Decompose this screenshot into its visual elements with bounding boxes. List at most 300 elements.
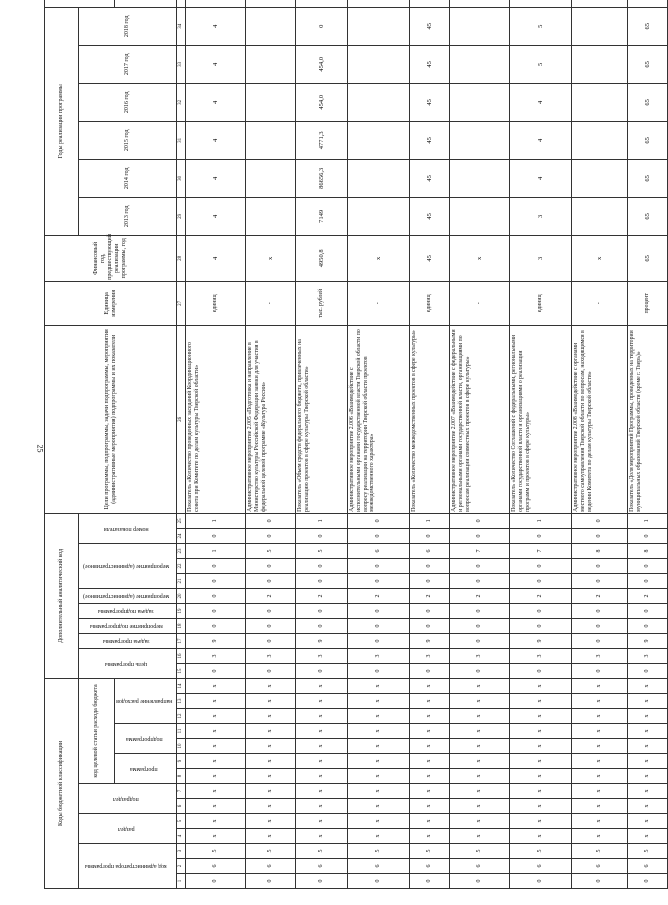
base-year-value: x [572,235,628,281]
code-cell: x [246,769,296,784]
year-value: 4 [186,83,246,121]
base-year-value: 45 [410,235,450,281]
code-cell: x [628,709,668,724]
code-cell: 0 [186,874,246,889]
code-cell: 0 [572,663,628,678]
code-cell: x [572,678,628,693]
code-cell: x [186,709,246,724]
year-value: 65 [628,121,668,159]
header-task-direction: направление расходов [115,678,177,723]
code-cell: 0 [450,528,510,543]
code-cell: 0 [510,618,572,633]
code-cell: 2 [410,588,450,603]
code-cell: 0 [572,573,628,588]
year-value [450,7,510,45]
year-value: 3 [510,197,572,235]
table-row [410,0,450,889]
code-cell: x [246,829,296,844]
code-cell: x [410,799,450,814]
goal-description: Показатель «Доля мероприятий Программы, проведенных на территории муниципальных образований Тверской области (кроме г. Тверь)» [628,325,668,513]
table-row [348,0,410,889]
unit-cell: процент [628,281,668,325]
code-cell: 0 [572,528,628,543]
code-cell: 2 [510,588,572,603]
code-cell: 6 [410,543,450,558]
code-cell: x [510,799,572,814]
code-cell: 0 [296,558,348,573]
column-number: 22 [177,558,186,573]
header-y2016: 2016 год [79,83,177,121]
column-number: 33 [177,45,186,83]
code-cell: 5 [186,844,246,859]
code-cell: x [510,694,572,709]
code-cell: 2 [572,588,628,603]
code-cell: 0 [572,633,628,648]
target-value [410,0,450,7]
code-cell: x [628,784,668,799]
base-year-value: 4 [186,235,246,281]
code-cell: 0 [450,573,510,588]
code-cell: x [628,769,668,784]
year-value [572,159,628,197]
year-value [572,7,628,45]
code-cell: x [186,799,246,814]
code-cell: x [296,829,348,844]
code-cell: 0 [628,528,668,543]
code-cell: 0 [246,633,296,648]
base-year-value: x [348,235,410,281]
code-cell: 5 [296,543,348,558]
code-cell: 5 [572,844,628,859]
code-cell: x [510,739,572,754]
code-cell: 3 [296,648,348,663]
code-cell: 0 [628,874,668,889]
code-cell: 0 [628,603,668,618]
base-year-value: x [450,235,510,281]
column-number: 30 [177,159,186,197]
code-cell: x [186,829,246,844]
code-cell: 1 [410,513,450,528]
column-number: 3 [177,844,186,859]
code-cell: x [510,678,572,693]
code-cell: 1 [186,513,246,528]
code-cell: 0 [186,663,246,678]
code-cell: x [510,814,572,829]
code-cell: 3 [572,648,628,663]
code-cell: 3 [348,648,410,663]
header-y2015: 2015 год [79,121,177,159]
column-number: 10 [177,739,186,754]
year-value: 65 [628,159,668,197]
base-year-value: 4950,8 [296,235,348,281]
year-value: 86656,3 [296,159,348,197]
header-target-code: код целевой статьи расхода бюджета [79,678,115,783]
code-cell: 0 [296,874,348,889]
code-cell: 3 [186,648,246,663]
column-number: 1 [177,874,186,889]
code-cell: x [296,678,348,693]
code-cell: x [186,678,246,693]
code-cell: x [450,754,510,769]
code-cell: 0 [348,874,410,889]
column-number: 4 [177,829,186,844]
year-value: 454,0 [296,45,348,83]
code-cell: 5 [628,844,668,859]
year-value: 5 [510,45,572,83]
code-cell: 9 [410,633,450,648]
header-y2017: 2017 год [79,45,177,83]
code-cell: x [246,724,296,739]
code-cell: 3 [510,648,572,663]
code-cell: x [348,769,410,784]
year-value [246,45,296,83]
year-value: 4 [510,121,572,159]
code-cell: 6 [510,859,572,874]
code-cell: 1 [628,513,668,528]
code-cell: 0 [450,663,510,678]
unit-cell: единиц [410,281,450,325]
column-number: 28 [177,235,186,281]
code-cell: 6 [348,859,410,874]
code-cell: 0 [246,663,296,678]
year-value: 0 [296,7,348,45]
code-cell: x [450,784,510,799]
header-y2018: 2018 год [79,7,177,45]
code-cell: 0 [186,558,246,573]
code-cell: 0 [246,558,296,573]
column-number-row [177,0,186,889]
header-meropriyatie: мероприятие (административное) [79,588,177,603]
code-cell: x [186,694,246,709]
code-cell: x [246,678,296,693]
code-cell: 0 [572,874,628,889]
code-cell: 0 [410,663,450,678]
year-value: 65 [628,7,668,45]
program-indicators-table [44,0,668,889]
year-value: 4 [510,83,572,121]
code-cell: x [296,754,348,769]
code-cell: 5 [450,844,510,859]
code-cell: x [410,784,450,799]
target-value [510,0,572,7]
year-value: 5 [510,7,572,45]
year-value [348,197,410,235]
code-cell: x [246,694,296,709]
code-cell: 6 [450,859,510,874]
goal-description: Показатель «Объем средств федерального бюджета, привлеченных на реализацию проектов в сфере культуры Тверской области» [296,325,348,513]
code-cell: x [450,678,510,693]
unit-cell: - [246,281,296,325]
header-codes-budget: Коды бюджетной классификации [45,678,79,888]
page-number: 25 [35,444,45,453]
code-cell: 3 [450,648,510,663]
table-row [296,0,348,889]
target-value [450,0,510,7]
column-number: 5 [177,814,186,829]
code-cell: 7 [510,543,572,558]
column-number: 15 [177,663,186,678]
code-cell: x [628,799,668,814]
code-cell: x [628,754,668,769]
code-cell: 0 [348,513,410,528]
goal-description: Показатель «Количество межведомственных проектов в сфере культуры» [410,325,450,513]
header-fin-year: Финансовый год, предшествующий реализации программы, год [45,235,177,281]
code-cell: x [572,694,628,709]
code-cell: 0 [410,874,450,889]
year-value [246,83,296,121]
year-value [348,159,410,197]
table-row [450,0,510,889]
code-cell: 0 [510,663,572,678]
code-cell: 1 [510,513,572,528]
code-cell: 0 [628,663,668,678]
code-cell: 6 [410,859,450,874]
year-value: 45 [410,83,450,121]
code-cell: x [410,814,450,829]
code-cell: 6 [186,859,246,874]
code-cell: x [348,694,410,709]
code-cell: x [348,739,410,754]
year-value [450,159,510,197]
column-number: 18 [177,618,186,633]
target-value [348,0,410,7]
code-cell: x [628,678,668,693]
target-value [296,0,348,7]
code-cell: x [572,829,628,844]
column-number: 2 [177,859,186,874]
header-meropriyatie-podprogrammy: мероприятие подпрограммы [79,618,177,633]
code-cell: 0 [510,558,572,573]
code-cell: 2 [450,588,510,603]
code-cell: x [450,799,510,814]
unit-cell: единиц [186,281,246,325]
code-cell: x [348,829,410,844]
unit-cell: тыс. рублей [296,281,348,325]
goal-description: Административное мероприятие 2.007 «Взаимодействие с федеральными и региональными органами государственной власти, организациями по вопросам реализации совместных проектов в сфере культуры» [450,325,510,513]
code-cell: x [246,784,296,799]
code-cell: 0 [246,618,296,633]
year-value: 45 [410,197,450,235]
code-cell: 9 [186,633,246,648]
code-cell: 0 [410,618,450,633]
year-value [450,121,510,159]
code-cell: x [410,829,450,844]
code-cell: x [186,739,246,754]
code-cell: 0 [572,513,628,528]
code-cell: x [410,739,450,754]
column-number: 14 [177,678,186,693]
year-value [450,45,510,83]
code-cell: x [186,784,246,799]
target-value [186,0,246,7]
code-cell: x [510,769,572,784]
code-cell: x [410,678,450,693]
code-cell: 5 [246,543,296,558]
code-cell: x [572,799,628,814]
code-cell: x [628,829,668,844]
code-cell: 6 [572,859,628,874]
code-cell: 7 [450,543,510,558]
year-value: 4 [186,121,246,159]
code-cell: 5 [348,844,410,859]
column-number: 29 [177,197,186,235]
code-cell: x [410,694,450,709]
code-cell: x [246,814,296,829]
header-cel-programmy: цель программы [79,648,177,678]
goal-description: Показатель «Количество Соглашений с федеральными, региональными органами государственной власти и организациями о реализации программ и проектов в сфере культуры» [510,325,572,513]
code-cell: x [296,769,348,784]
code-cell: 0 [296,528,348,543]
code-cell: 6 [296,859,348,874]
code-cell: x [572,709,628,724]
code-cell: 0 [510,573,572,588]
code-cell: 8 [628,543,668,558]
column-number: 25 [177,513,186,528]
year-value: 45 [410,45,450,83]
code-cell: 0 [296,663,348,678]
code-cell: x [510,829,572,844]
column-number: 21 [177,573,186,588]
column-number: 23 [177,543,186,558]
code-cell: 0 [186,588,246,603]
year-value: 4771,3 [296,121,348,159]
column-number: 6 [177,799,186,814]
column-number: 19 [177,603,186,618]
code-cell: 0 [186,603,246,618]
code-cell: 0 [450,633,510,648]
code-cell: 5 [410,844,450,859]
column-number: 7 [177,784,186,799]
header-podrazdel: подраздел [79,784,177,814]
code-cell: 2 [628,588,668,603]
code-cell: x [348,754,410,769]
code-cell: 0 [450,558,510,573]
year-value: 4 [186,159,246,197]
header-razdel: раздел [79,814,177,844]
code-cell: 0 [410,558,450,573]
unit-cell: единиц [510,281,572,325]
year-value: 7149 [296,197,348,235]
code-cell: 0 [246,513,296,528]
code-cell: 0 [510,528,572,543]
code-cell: x [348,709,410,724]
code-cell: 0 [510,603,572,618]
year-value: 4 [186,7,246,45]
table-row [246,0,296,889]
code-cell: 0 [628,573,668,588]
code-cell: x [296,694,348,709]
code-cell: x [628,814,668,829]
unit-cell: - [572,281,628,325]
header-znachenie [115,0,177,7]
year-value: 65 [628,197,668,235]
code-cell: 0 [348,603,410,618]
code-cell: x [510,784,572,799]
code-cell: x [572,769,628,784]
code-cell: x [450,769,510,784]
code-cell: 0 [450,603,510,618]
code-cell: 0 [450,513,510,528]
code-cell: 5 [296,844,348,859]
code-cell: 9 [296,633,348,648]
code-cell: x [186,724,246,739]
year-value [246,197,296,235]
code-cell: 0 [510,874,572,889]
column-number: 31 [177,121,186,159]
code-cell: x [450,694,510,709]
code-cell: x [348,678,410,693]
code-cell: 0 [410,528,450,543]
goal-description: Административное мероприятие 2.006 «Взаимодействие с исполнительными органами государственной власти Тверской области по вопросу реализации на территории Тверской области проектов межведомственного характера» [348,325,410,513]
code-cell: 0 [348,618,410,633]
code-cell: 0 [410,573,450,588]
code-cell: 0 [450,618,510,633]
year-value [348,83,410,121]
column-number: 11 [177,724,186,739]
header-unit: Единица измерения [45,281,177,325]
base-year-value: x [246,235,296,281]
code-cell: 0 [348,663,410,678]
year-value [246,159,296,197]
code-cell: x [410,709,450,724]
year-value: 4 [510,159,572,197]
base-year-value: 3 [510,235,572,281]
year-value [348,121,410,159]
year-value: 4 [186,197,246,235]
goal-description: Показатель «Количество проведенных заседаний Координационного совета при Комитете по делам культуры Тверской области» [186,325,246,513]
unit-cell: - [450,281,510,325]
code-cell: 0 [246,603,296,618]
code-cell: 0 [246,874,296,889]
year-value [450,83,510,121]
column-number: 12 [177,709,186,724]
unit-cell: - [348,281,410,325]
year-value [450,197,510,235]
header-zadacha-podprogrammy: задача подпрограммы [79,603,177,618]
table-row [572,0,628,889]
year-value: 45 [410,121,450,159]
column-number: 8 [177,769,186,784]
code-cell: x [296,784,348,799]
code-cell: 0 [572,618,628,633]
code-cell: 1 [296,513,348,528]
base-year-value: 65 [628,235,668,281]
year-value: 454,0 [296,83,348,121]
year-value [246,7,296,45]
code-cell: 1 [186,543,246,558]
code-cell: 0 [296,573,348,588]
code-cell: 0 [186,528,246,543]
code-cell: x [246,799,296,814]
code-cell: x [510,709,572,724]
code-cell: x [628,739,668,754]
year-value: 65 [628,45,668,83]
code-cell: 0 [348,633,410,648]
year-value: 45 [410,7,450,45]
header-nomer-pokazatelya: номер показателя [79,513,177,543]
header-podprogramma: подпрограмма [115,724,177,754]
target-value [572,0,628,7]
code-cell: x [450,739,510,754]
code-cell: x [510,754,572,769]
table-row [628,0,668,889]
code-cell: 0 [628,618,668,633]
code-cell: x [572,739,628,754]
code-cell: x [410,754,450,769]
code-cell: 2 [348,588,410,603]
code-cell: x [572,724,628,739]
code-cell: 3 [246,648,296,663]
